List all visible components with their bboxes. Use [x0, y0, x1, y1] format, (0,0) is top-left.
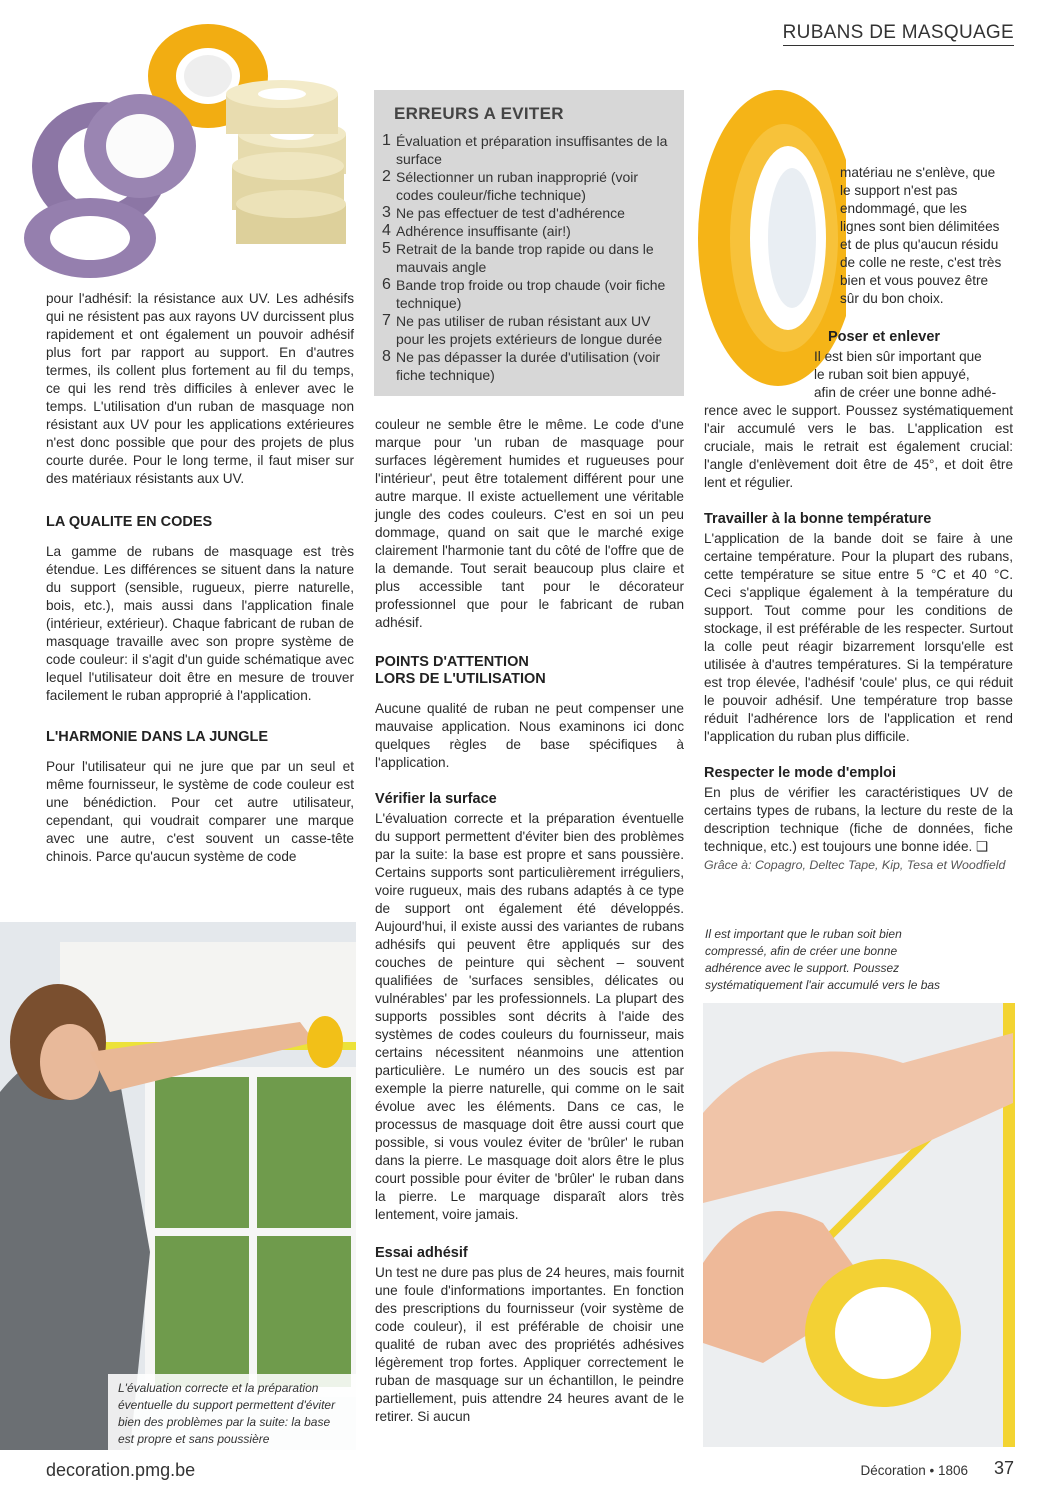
text-line: sûr du bon choix.: [840, 291, 944, 306]
text-line: afin de créer une bonne adhé-: [814, 385, 997, 400]
error-number: 2: [382, 168, 391, 185]
wall-taping-photo: [703, 1003, 1015, 1447]
text-line: de colle ne reste, c'est très: [840, 255, 1002, 270]
column-1: [46, 290, 354, 866]
section-title: RUBANS DE MASQUAGE: [783, 22, 1014, 46]
paragraph: Un test ne dure pas plus de 24 heures, mais fournit une foule d'informations importantes. En fonction des prescriptions du fournisseur (voir système de code couleur), il est préférable de choisir une qualité de ruban avec des propriétés adhésives légèrement trop fortes. Appliquer correctement le ruban de masquage sur un échantillon, le peindre partiellement, puis attendre 24 heures avant de le retirer. Si aucun: [375, 1265, 684, 1424]
heading-verify-surface: Vérifier la surface: [375, 791, 497, 807]
error-text: Ne pas dépasser la durée d'utilisation (voir fiche technique): [396, 349, 661, 383]
errors-box: [374, 90, 684, 396]
column-3-top: [704, 164, 1013, 308]
credits: Grâce à: Copagro, Deltec Tape, Kip, Tesa et Woodfield: [704, 858, 1006, 872]
heading-temperature: Travailler à la bonne température: [704, 511, 932, 527]
error-text: Retrait de la bande trop rapide ou dans le mauvais angle: [396, 241, 654, 275]
heading-instructions: Respecter le mode d'emploi: [704, 765, 897, 781]
column-3: [704, 328, 1013, 874]
footer-magazine-issue: Décoration • 1806: [860, 1463, 968, 1478]
error-number: 6: [382, 276, 391, 293]
error-number: 7: [382, 312, 391, 329]
error-number: 3: [382, 204, 391, 221]
heading-apply-remove: Poser et enlever: [828, 329, 941, 345]
paragraph: Pour l'utilisateur qui ne jure que par un seul et même fournisseur, le système de code couleur est une bénédiction. Pour cet autre utilisateur, cependant, qui voudrait comparer une marque avec une autre, c'est souvent un casse-tête chinois. Parce qu'aucun système de code: [46, 759, 354, 864]
text-line: lignes sont bien délimitées: [840, 219, 1000, 234]
error-text: Bande trop froide ou trop chaude (voir fiche technique): [396, 277, 666, 311]
error-number: 5: [382, 240, 391, 257]
error-text: Évaluation et préparation insuffisantes de la surface: [396, 133, 668, 167]
paragraph: L'application de la bande doit se faire à une certaine température. Pour la plupart des rubans, cette température se situe entre 5 °C et 40 °C. Ceci s'applique également à la température du support. Tout comme pour les conditions de stockage, il est préférable de les respecter. Surtout la colle peut réagir bizarrement lorsqu'elle est utilisée à d'autres températures. Si la température est trop élevée, l'adhésif 'coule' plus, ce qui réduit le pouvoir adhésif. Une température trop basse réduit l'adhérence lors de l'application et rend l'application du ruban plus difficile.: [704, 531, 1013, 744]
text-line: matériau ne s'enlève, que: [840, 165, 996, 180]
text-line: Il est bien sûr important que: [814, 349, 982, 364]
errors-box-title: ERREURS A EVITER: [394, 104, 564, 123]
paragraph: rence avec le support. Poussez systématiquement l'air accumulé vers le bas. L'application est cruciale, mais le retrait est également crucial: l'angle d'enlèvement doit être de 45°, et doit être lent et régulier.: [704, 403, 1013, 490]
heading-points-attention: POINTS D'ATTENTION: [375, 654, 529, 670]
error-text: Ne pas utiliser de ruban résistant aux UV pour les projets extérieurs de longue durée: [396, 313, 663, 347]
heading-points-attention-2: LORS DE L'UTILISATION: [375, 671, 546, 687]
paragraph: couleur ne semble être le même. Le code d'une marque pour 'un ruban de masquage pour surfaces légèrement humides et rugueuses pour l'intérieur', peut être totalement différent pour une autre marque. Il existe actuellement une véritable jungle des codes couleurs. C'est en soi un peu dommage, quand on sait que le marché exige clairement l'harmonie tant du côté de l'offre que de la demande. Tout serait beaucoup plus claire et plus accessible tant pour le décorateur professionnel que pour le fabricant de ruban adhésif.: [375, 417, 684, 630]
error-number: 1: [382, 132, 391, 149]
paragraph: pour l'adhésif: la résistance aux UV. Les adhésifs qui ne résistent pas aux rayons UV durcissent plus rapidement et ont également un pouvoir adhésif plus fort par rapport au support. En d'autres termes, ils collent plus fortement au fil du temps, ce qui les rend très difficiles à enlever avec le temps. L'utilisation d'un ruban de masquage non résistant aux UV pour les applications extérieures n'est donc possible que pour des projets de plus courte durée. Pour le long terme, il faut miser sur des matériaux résistants aux UV.: [46, 291, 354, 486]
error-item: [382, 348, 672, 384]
text-line: et de plus qu'aucun résidu: [840, 237, 999, 252]
error-number: 4: [382, 222, 391, 239]
error-item: [382, 168, 672, 204]
text-line: le support n'est pas: [840, 183, 958, 198]
heading-quality-codes: LA QUALITE EN CODES: [46, 514, 213, 530]
error-item: [382, 132, 672, 168]
error-item: [382, 312, 672, 348]
heading-harmony-jungle: L'HARMONIE DANS LA JUNGLE: [46, 729, 269, 745]
window-photo: [0, 922, 356, 1450]
text-line: endommagé, que les: [840, 201, 967, 216]
paragraph: [704, 164, 1013, 308]
window-photo-caption: L'évaluation correcte et la préparation éventuelle du support permettent d'éviter bien des problèmes par la suite: la base est propre et sans poussière: [108, 1374, 358, 1454]
tape-rolls-image: [20, 16, 365, 288]
column-2: [375, 416, 684, 1426]
error-item: [382, 204, 672, 222]
paragraph: En plus de vérifier les caractéristiques UV de certains types de rubans, la lecture du reste de la description technique (fiche de données, fiche technique, etc.) est toujours une bonne idée. ❑: [704, 785, 1013, 854]
footer-website-link[interactable]: decoration.pmg.be: [46, 1460, 196, 1480]
errors-list: [382, 132, 672, 384]
page-number: 37: [993, 1458, 1014, 1478]
paragraph: L'évaluation correcte et la préparation éventuelle du support permettent d'éviter bien des problèmes par la suite: la base est propre et sans poussière. Certains supports sont particulièrement irréguliers, voire rugueux, mais des rubans adaptés à ce type de support ont également été développés. Aujourd'hui, il existe aussi des variantes de rubans adhésifs qui peuvent être appliqués sur des couches de peinture qui sèchent – souvent qualifiées de 'surfaces sensibles, délicates ou vulnérables' par les professionnels. La plupart des supports possibles sont décrits à l'aide des systèmes de codes couleurs du fournisseur, mais certains nécessitent néanmoins une attention particulière. Le numéro un des soucis est par exemple la pierre naturelle, qui comme on le sait évolue avec les éléments. Dans ce cas, le processus de masquage doit être aussi court que possible, si vous voulez éviter de 'brûler' le ruban dans la pierre. Le masquage doit alors être le plus court possible pour éviter de 'brûler' le ruban dans la pierre. Le marquage disparaît alors très lentement, voire jamais.: [375, 811, 684, 1222]
error-item: [382, 276, 672, 312]
error-text: Ne pas effectuer de test d'adhérence: [396, 205, 625, 221]
paragraph: [704, 348, 1013, 402]
error-text: Adhérence insuffisante (air!): [396, 223, 571, 239]
paragraph: La gamme de rubans de masquage est très étendue. Les différences se situent dans la nature du support (sensible, rugueux, pierre naturelle, bois, etc.), mais aussi dans l'application finale (intérieur, extérieur). Chaque fabricant de ruban de masquage travaille avec son propre système de code couleur: il s'agit d'un guide schématique avec lequel l'utilisateur doit être en mesure de trouver facilement le ruban approprié à l'application.: [46, 544, 354, 703]
error-item: [382, 222, 672, 240]
paragraph: Aucune qualité de ruban ne peut compenser une mauvaise application. Nous examinons ici donc quelques règles de base spécifiques à l'application.: [375, 701, 684, 770]
error-item: [382, 240, 672, 276]
wall-photo-caption: Il est important que le ruban soit bien compressé, afin de créer une bonne adhérence avec le support. Poussez systématiquement l'air accumulé vers le bas: [703, 922, 947, 998]
error-number: 8: [382, 348, 391, 365]
heading-adhesive-test: Essai adhésif: [375, 1245, 468, 1261]
text-line: le ruban soit bien appuyé,: [814, 367, 970, 382]
text-line: bien et vous pouvez être: [840, 273, 989, 288]
error-text: Sélectionner un ruban inapproprié (voir codes couleur/fiche technique): [396, 169, 639, 203]
